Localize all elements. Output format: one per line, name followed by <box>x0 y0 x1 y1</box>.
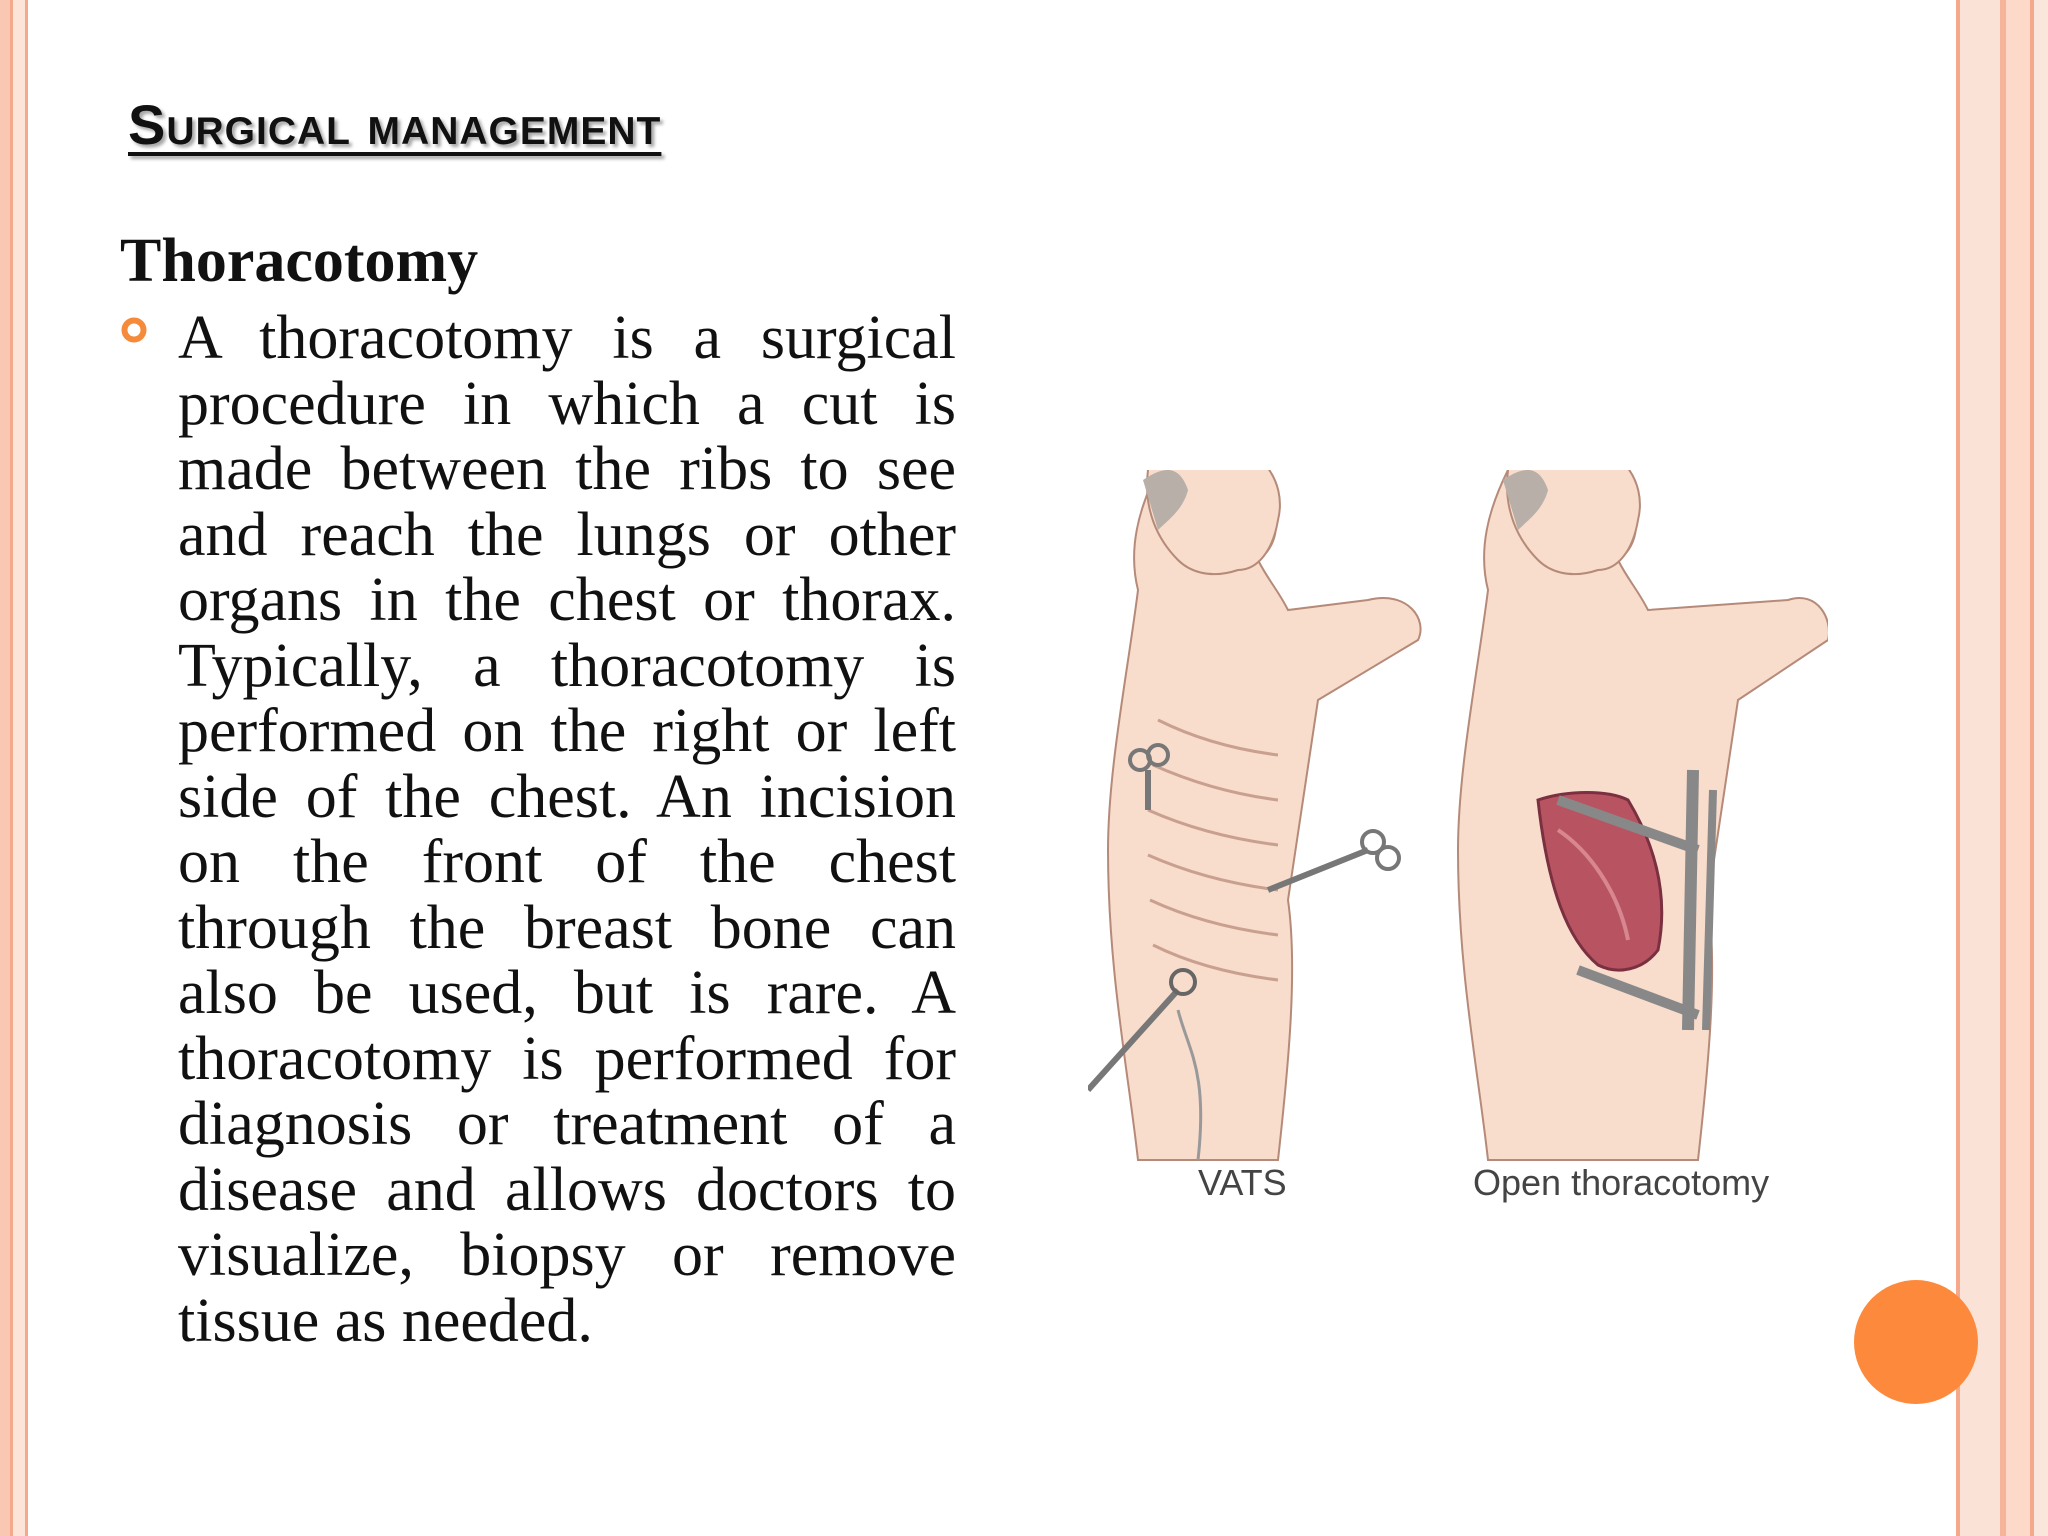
slide-title <box>128 92 661 157</box>
frame-stripe-left <box>0 0 10 1536</box>
frame-stripe-right <box>2034 0 2048 1536</box>
slide-title-text: Surgical management <box>128 93 662 156</box>
bullet-icon <box>120 316 148 344</box>
bullet-paragraph: A thoracotomy is a surgical procedure in which a cut is made between the ribs to see and reach the lungs or other organs in the chest or thorax. Typically, a thoracotomy is performed on the right or left side of the chest. An incision on the front of the chest through the breast bone can also be used, but is rare. A thoracotomy is performed for diagnosis or treatment of a disease and allows doctors to visualize, biopsy or remove tissue as needed. <box>178 304 956 1355</box>
vats-label: VATS <box>1198 1162 1287 1203</box>
open-thoracotomy-label: Open thoracotomy <box>1473 1162 1770 1203</box>
decorative-circle <box>1854 1280 1978 1404</box>
slide-content <box>28 0 1956 1536</box>
section-heading: Thoracotomy <box>120 227 479 295</box>
frame-stripe-right <box>2006 0 2030 1536</box>
frame-stripe-left <box>13 0 25 1536</box>
thoracotomy-illustration <box>1088 470 1828 1230</box>
